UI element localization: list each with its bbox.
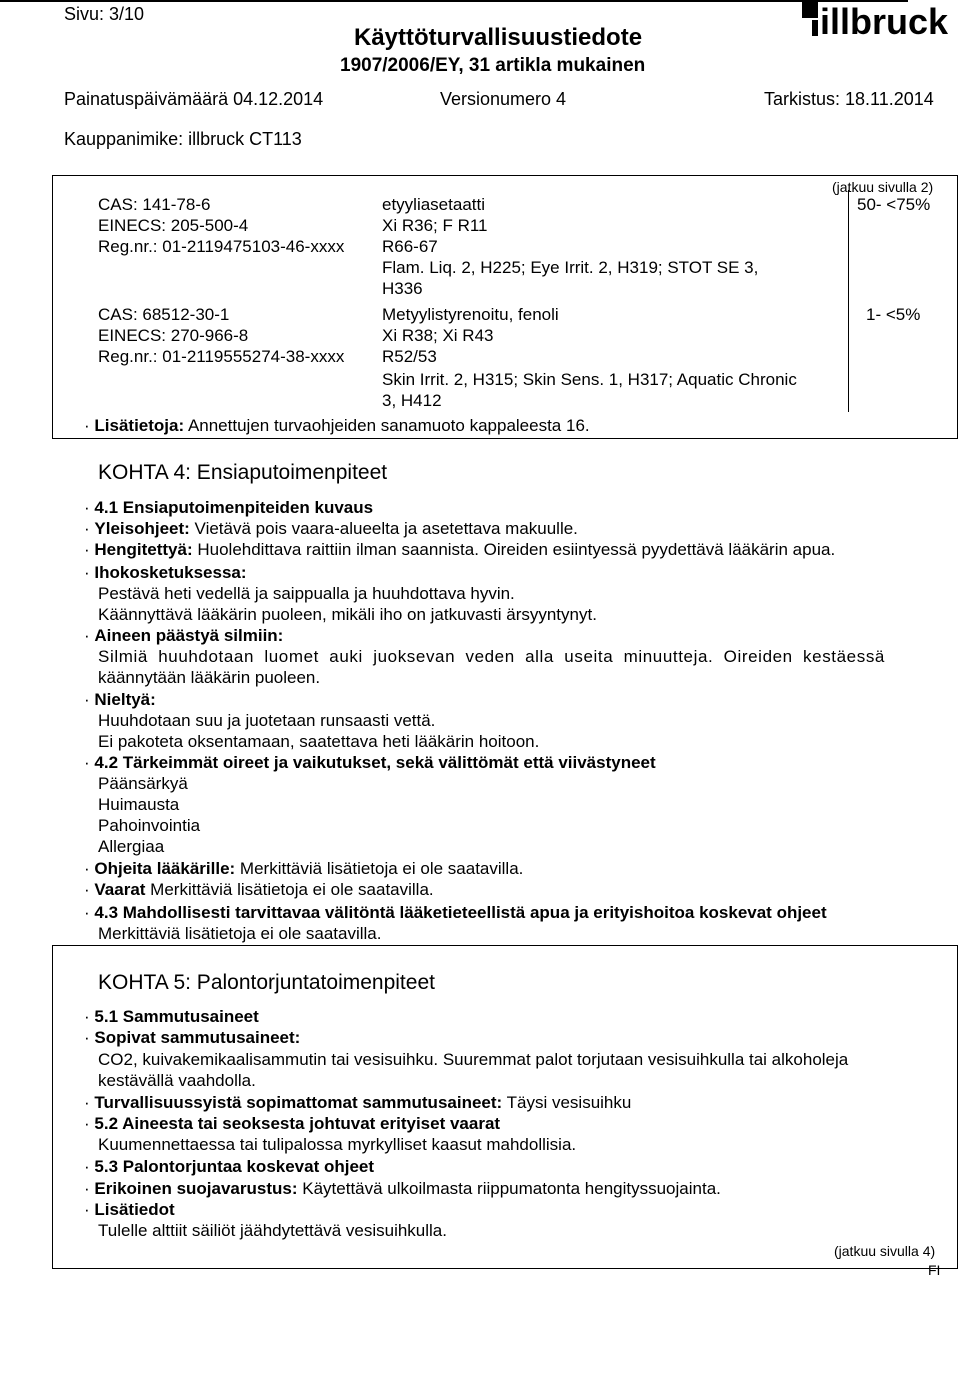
document-subtitle: 1907/2006/EY, 31 artikla mukainen [340, 55, 646, 76]
subsection-4-3-text: Merkittäviä lisätietoja ei ole saatavilla. [98, 924, 382, 943]
section-5-heading: KOHTA 5: Palontorjuntatoimenpiteet [98, 971, 435, 994]
document-title: Käyttöturvallisuustiedote [354, 24, 643, 51]
suitable-media-text: kestävällä vaahdolla. [98, 1071, 256, 1090]
additional-info: · Lisätietoja: Annettujen turvaohjeiden sanamuoto kappaleesta 16. [84, 416, 590, 435]
clp-classification: H336 [382, 279, 423, 298]
doctor-notes: · Ohjeita lääkärille: Merkittäviä lisätietoja ei ole saatavilla. [84, 859, 524, 878]
concentration: 50- <75% [857, 195, 931, 214]
continued-on: (jatkuu sivulla 4) [834, 1243, 936, 1259]
einecs-number: EINECS: 205-500-4 [98, 216, 249, 235]
inhalation-advice: · Hengitettyä: Huolehdittava raittiin ilman saannista. Oireiden esiintyessä pyydettävä lääkärin apua. [84, 540, 836, 559]
cas-number: CAS: 68512-30-1 [98, 305, 230, 324]
clp-classification: Skin Irrit. 2, H315; Skin Sens. 1, H317; Aquatic Chronic [382, 370, 797, 389]
additional-info-label: · Lisätiedot [84, 1200, 175, 1219]
additional-info-label: Lisätietoja: [94, 416, 185, 435]
general-advice: · Yleisohjeet: Vietävä pois vaara-alueelta ja asetettava makuulle. [84, 519, 578, 538]
risk-codes: R66-67 [382, 237, 438, 256]
symptom-item: Huimausta [98, 795, 180, 814]
risk-codes: R52/53 [382, 347, 437, 366]
continued-from: (jatkuu sivulla 2) [832, 179, 934, 195]
skin-contact-label: · Ihokosketuksessa: [84, 563, 247, 582]
trade-divider [0, 1, 908, 2]
subsection-5-2-text: Kuumennettaessa tai tulipalossa myrkylliset kaasut mahdollisia. [98, 1135, 577, 1154]
unsuitable-media: · Turvallisuussyistä sopimattomat sammutusaineet: Täysi vesisuihku [84, 1093, 632, 1112]
ingestion-text: Huuhdotaan suu ja juotetaan runsaasti vettä. [98, 711, 436, 730]
cas-number: CAS: 141-78-6 [98, 195, 211, 214]
concentration: 1- <5% [866, 305, 921, 324]
clp-classification: 3, H412 [382, 391, 442, 410]
substance-name: etyyliasetaatti [382, 195, 485, 214]
risk-codes: Xi R38; Xi R43 [382, 326, 494, 345]
language-code: FI [928, 1262, 941, 1278]
eye-contact-text: Silmiä huuhdotaan luomet auki juoksevan veden alla useita minuutteja. Oireiden kestäessä [98, 647, 885, 666]
skin-contact-text: Käännyttävä lääkärin puoleen, mikäli iho on jatkuvasti ärsyyntynyt. [98, 605, 597, 624]
illbruck-logo [802, 0, 960, 38]
skin-contact-text: Pestävä heti vedellä ja saippualla ja huuhdottava hyvin. [98, 584, 515, 603]
eye-contact-text: käännytään lääkärin puoleen. [98, 668, 321, 687]
subsection-4-2: · 4.2 Tärkeimmät oireet ja vaikutukset, sekä välittömät että viivästyneet [84, 753, 656, 772]
hazards: · Vaarat Merkittäviä lisätietoja ei ole saatavilla. [84, 880, 434, 899]
subsection-4-1: · 4.1 Ensiaputoimenpiteiden kuvaus [84, 498, 374, 517]
risk-codes: Xi R36; F R11 [382, 216, 488, 235]
revision-date: Tarkistus: 18.11.2014 [764, 89, 934, 109]
version-number: Versionumero 4 [440, 89, 567, 109]
substance-name: Metyylistyrenoitu, fenoli [382, 305, 559, 324]
page-number: Sivu: 3/10 [64, 4, 145, 24]
protective-equipment: · Erikoinen suojavarustus: Käytettävä ulkoilmasta riippumatonta hengityssuojainta. [84, 1179, 721, 1198]
einecs-number: EINECS: 270-966-8 [98, 326, 249, 345]
symptom-item: Allergiaa [98, 837, 165, 856]
subsection-5-1: · 5.1 Sammutusaineet [84, 1007, 259, 1026]
eye-contact-label: · Aineen päästyä silmiin: [84, 626, 284, 645]
print-date: Painatuspäivämäärä 04.12.2014 [64, 89, 324, 109]
suitable-media-text: CO2, kuivakemikaalisammutin tai vesisuihku. Suuremmat palot torjutaan vesisuihkulla tai alkoholeja [98, 1050, 849, 1069]
section-4-heading: KOHTA 4: Ensiaputoimenpiteet [98, 461, 388, 484]
subsection-5-3: · 5.3 Palontorjuntaa koskevat ohjeet [84, 1157, 375, 1176]
reg-number: Reg.nr.: 01-2119555274-38-xxxx [98, 347, 345, 366]
reg-number: Reg.nr.: 01-2119475103-46-xxxx [98, 237, 345, 256]
symptom-item: Päänsärkyä [98, 774, 188, 793]
subsection-4-3: · 4.3 Mahdollisesti tarvittavaa välitöntä lääketieteellistä apua ja erityishoitoa koskevat ohjeet [84, 903, 827, 922]
ingestion-text: Ei pakoteta oksentamaan, saatettava heti lääkärin hoitoon. [98, 732, 540, 751]
clp-classification: Flam. Liq. 2, H225; Eye Irrit. 2, H319; STOT SE 3, [382, 258, 759, 277]
table-column-divider [848, 190, 849, 412]
suitable-media-label: · Sopivat sammutusaineet: [84, 1028, 301, 1047]
symptom-item: Pahoinvointia [98, 816, 201, 835]
additional-info-text: Tulelle alttiit säiliöt jäähdytettävä vesisuihkulla. [98, 1221, 447, 1240]
subsection-5-2: · 5.2 Aineesta tai seoksesta johtuvat erityiset vaarat [84, 1114, 501, 1133]
ingestion-label: · Nieltyä: [84, 690, 156, 709]
svg-text:illbruck: illbruck [820, 1, 949, 38]
trade-name: Kauppanimike: illbruck CT113 [64, 129, 302, 149]
additional-info-text: Annettujen turvaohjeiden sanamuoto kappaleesta 16. [187, 416, 590, 435]
